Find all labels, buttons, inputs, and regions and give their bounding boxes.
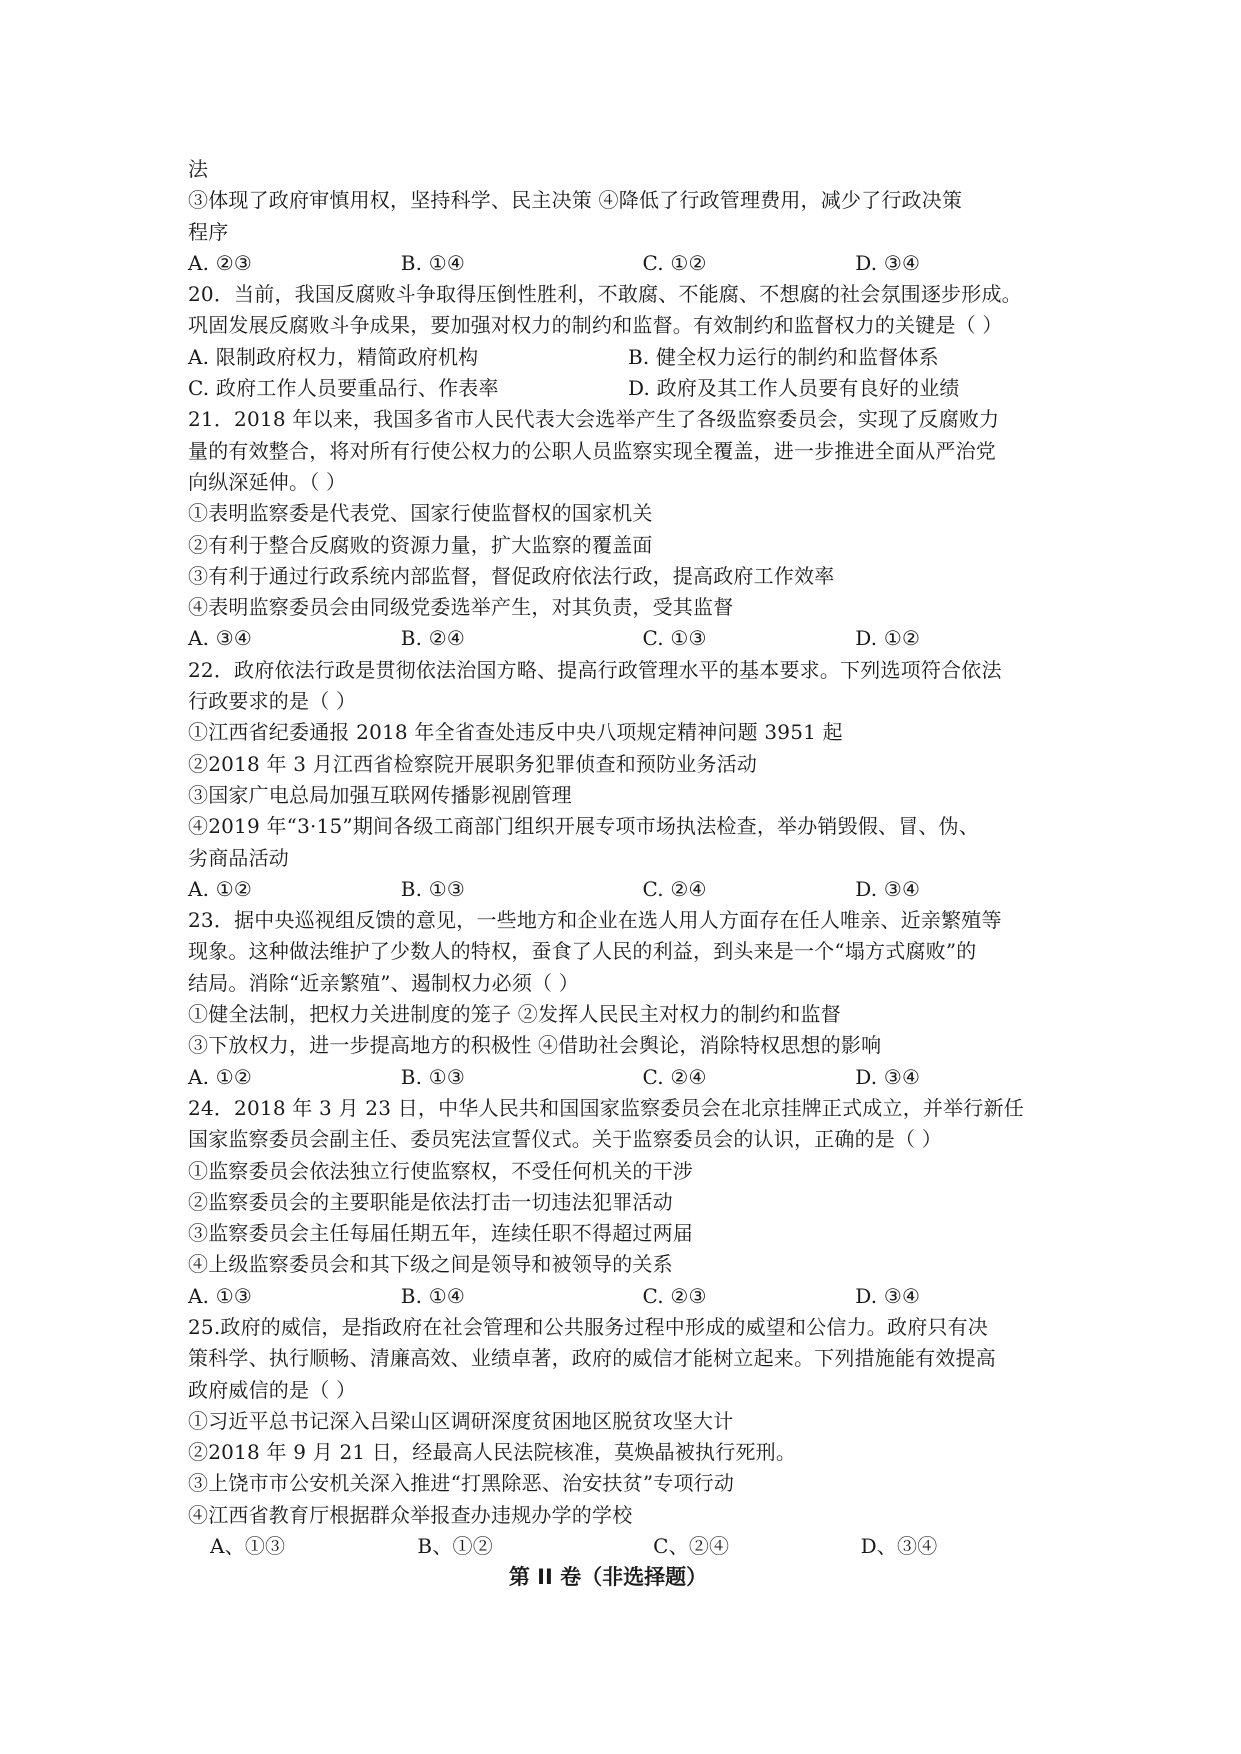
q20-option-a: A. 限制政府权力，精简政府机构 (188, 344, 479, 369)
q21-item-3: ③有利于通过行政系统内部监督，督促政府依法行政，提高政府工作效率 (188, 563, 835, 588)
q25-options (188, 1531, 1068, 1562)
q24-option-a: A. ①③ (188, 1283, 253, 1308)
q19-option-c: C. ①② (642, 250, 707, 275)
q24-item-2: ②监察委员会的主要职能是依法打击一切违法犯罪活动 (188, 1189, 673, 1214)
q22-option-a: A. ①② (188, 876, 253, 901)
q24-item-4: ④上级监察委员会和其下级之间是领导和被领导的关系 (188, 1252, 673, 1277)
q19-option-a: A. ②③ (188, 250, 253, 275)
q25-item-4: ④江西省教育厅根据群众举报查办违规办学的学校 (188, 1502, 633, 1527)
q19-line-1: 法 (188, 157, 209, 181)
q25-stem-2: 策科学、执行顺畅、清廉高效、业绩卓著，政府的威信才能树立起来。下列措施能有效提高 (188, 1346, 996, 1371)
q24-item-3: ③监察委员会主任每届任期五年，连续任职不得超过两届 (188, 1221, 693, 1246)
q21-stem-2: 量的有效整合，将对所有行使公权力的公职人员监察实现全覆盖，进一步推进全面从严治党 (188, 438, 996, 463)
q23-option-b: B. ①③ (400, 1064, 466, 1089)
q22-options (188, 874, 1068, 905)
q23-stem-1: 23．据中央巡视组反馈的意见，一些地方和企业在选人用人方面存在任人唯亲、近亲繁殖等 (188, 908, 1002, 933)
q23-option-d: D. ③④ (855, 1064, 921, 1089)
q23-stem-2: 现象。这种做法维护了少数人的特权，蚕食了人民的利益，到头来是一个“塌方式腐败”的 (188, 939, 977, 964)
q19-line-2: ③体现了政府审慎用权，坚持科学、民主决策 ④降低了行政管理费用，减少了行政决策 (188, 188, 963, 213)
q25-option-b: B、①② (417, 1534, 493, 1559)
q24-option-c: C. ②③ (642, 1283, 707, 1308)
section-title: 第 II 卷（非选择题） (508, 1565, 708, 1590)
q22-item-1: ①江西省纪委通报 2018 年全省查处违反中央八项规定精神问题 3951 起 (188, 720, 843, 745)
q24-stem-1: 24．2018 年 3 月 23 日，中华人民共和国国家监察委员会在北京挂牌正式成立，并举行新任 (188, 1095, 1024, 1120)
q25-stem-3: 政府威信的是（ ） (188, 1377, 357, 1402)
q24-option-d: D. ③④ (855, 1283, 921, 1308)
q21-option-a: A. ③④ (188, 626, 253, 651)
q22-item-2: ②2018 年 3 月江西省检察院开展职务犯罪侦查和预防业务活动 (188, 751, 758, 776)
q21-option-b: B. ②④ (400, 626, 466, 651)
q24-options (188, 1281, 1068, 1312)
q21-option-d: D. ①② (855, 626, 921, 651)
q23-items-row-2: ③下放权力，进一步提高地方的积极性 ④借助社会舆论，消除特权思想的影响 (188, 1033, 882, 1058)
q21-stem-3: 向纵深延伸。（ ） (188, 469, 347, 494)
q20-stem-2: 巩固发展反腐败斗争成果，要加强对权力的制约和监督。有效制约和监督权力的关键是（ ） (188, 313, 1003, 338)
q22-option-d: D. ③④ (855, 876, 921, 901)
q22-stem-1: 22．政府依法行政是贯彻依法治国方略、提高行政管理水平的基本要求。下列选项符合依法 (188, 657, 1002, 682)
q22-stem-2: 行政要求的是（ ） (188, 689, 357, 714)
q21-item-2: ②有利于整合反腐败的资源力量，扩大监察的覆盖面 (188, 532, 653, 557)
q23-option-a: A. ①② (188, 1064, 253, 1089)
q21-item-4: ④表明监察委员会由同级党委选举产生，对其负责，受其监督 (188, 595, 734, 620)
q19-line-3: 程序 (188, 219, 229, 244)
q23-option-c: C. ②④ (642, 1064, 707, 1089)
q25-stem-1: 25.政府的威信，是指政府在社会管理和公共服务过程中形成的威望和公信力。政府只有决 (188, 1314, 989, 1339)
q22-option-b: B. ①③ (400, 876, 466, 901)
q20-option-c: C. 政府工作人员要重品行、作表率 (188, 376, 499, 401)
q20-option-b: B. 健全权力运行的制约和监督体系 (628, 344, 939, 369)
q25-item-3: ③上饶市市公安机关深入推进“打黑除恶、治安扶贫”专项行动 (188, 1471, 735, 1496)
q22-item-3: ③国家广电总局加强互联网传播影视剧管理 (188, 782, 572, 807)
exam-page (188, 154, 1068, 1593)
q21-option-c: C. ①③ (642, 626, 707, 651)
q20-options-row-1 (188, 342, 1068, 373)
q22-option-c: C. ②④ (642, 876, 707, 901)
q24-stem-2: 国家监察委员会副主任、委员宪法宣誓仪式。关于监察委员会的认识，正确的是（ ） (188, 1127, 942, 1152)
q22-item-4-cont: 劣商品活动 (188, 845, 289, 870)
q21-item-1: ①表明监察委是代表党、国家行使监督权的国家机关 (188, 501, 653, 526)
q25-item-2: ②2018 年 9 月 21 日，经最高人民法院核准，莫焕晶被执行死刑。 (188, 1440, 797, 1465)
q22-item-4: ④2019 年“3·15”期间各级工商部门组织开展专项市场执法检查，举办销毁假、冒、伪、 (188, 814, 980, 839)
q25-option-a: A、①③ (210, 1534, 286, 1559)
q24-item-1: ①监察委员会依法独立行使监察权，不受任何机关的干涉 (188, 1158, 693, 1183)
q24-option-b: B. ①④ (400, 1283, 466, 1308)
q23-items-row-1: ①健全法制，把权力关进制度的笼子 ②发挥人民民主对权力的制约和监督 (188, 1002, 841, 1027)
q25-option-c: C、②④ (653, 1534, 730, 1559)
q21-options (188, 623, 1068, 654)
q19-option-d: D. ③④ (855, 250, 921, 275)
q21-stem-1: 21．2018 年以来，我国多省市人民代表大会选举产生了各级监察委员会，实现了反腐败力 (188, 407, 1000, 432)
q25-option-d: D、③④ (860, 1534, 938, 1559)
q19-option-b: B. ①④ (400, 250, 466, 275)
q19-options (188, 248, 1068, 279)
q20-options-row-2 (188, 373, 1068, 404)
q23-stem-3: 结局。消除“近亲繁殖”、遏制权力必须（ ） (188, 970, 580, 995)
q20-option-d: D. 政府及其工作人员要有良好的业绩 (628, 376, 960, 401)
q25-item-1: ①习近平总书记深入吕梁山区调研深度贫困地区脱贫攻坚大计 (188, 1408, 734, 1433)
q23-options (188, 1062, 1068, 1093)
q20-stem-1: 20．当前，我国反腐败斗争取得压倒性胜利，不敢腐、不能腐、不想腐的社会氛围逐步形成。 (188, 282, 1022, 307)
